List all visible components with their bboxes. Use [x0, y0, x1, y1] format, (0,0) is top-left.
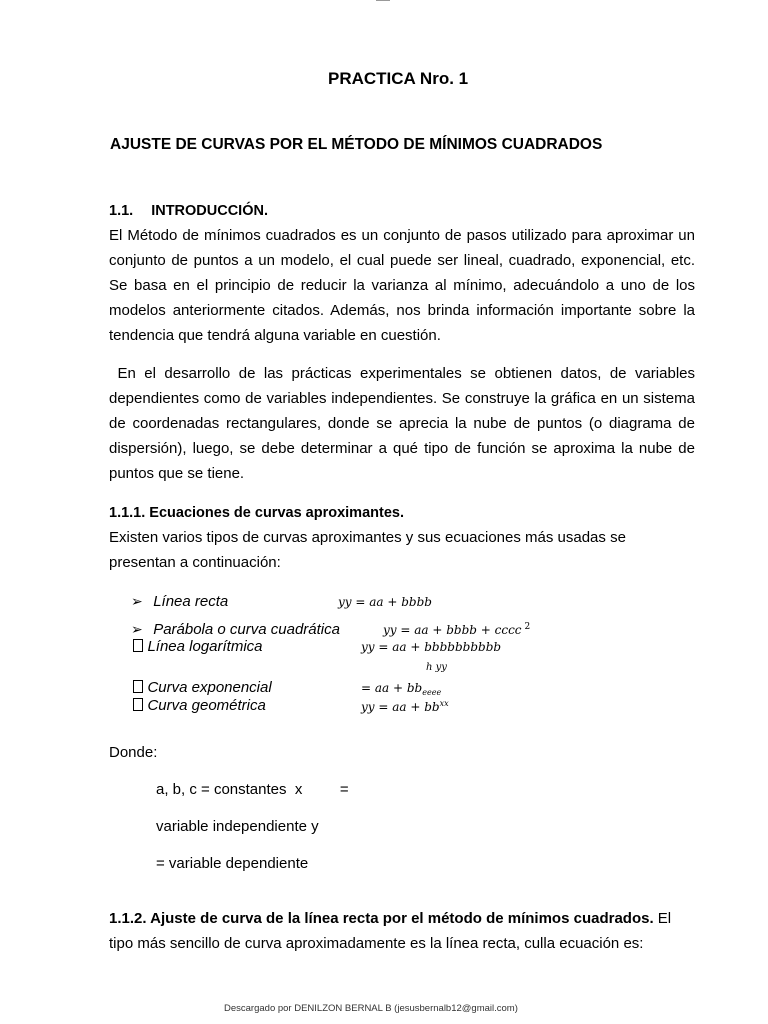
intro-paragraph-2: En el desarrollo de las prácticas experimentales se obtienen datos, de variables dependientes como de variables independientes. Se construye la gráfica en un sistema de coordenadas rectangulares, donde se aprecia la nube de puntos (o diagrama de dispersión), luego, se debe determinar a qué tipo de función se aproxima la nube de puntos que se tiene. — [109, 365, 700, 482]
curve-label: Línea logarítmica — [147, 638, 263, 655]
curve-equation: 𝑦𝑦 = 𝑎𝑎 + 𝑏𝑏$^{𝑥𝑥}$ — [361, 699, 449, 714]
section-1-1-heading — [109, 203, 268, 219]
curve-label: Parábola o curva cuadrática — [153, 621, 340, 638]
curve-equation: 𝑦𝑦 = 𝑎𝑎 + 𝑏𝑏𝑏𝑏𝑏𝑏𝑏𝑏𝑏𝑏 — [361, 640, 502, 654]
section-1-1-2-line-2: tipo más sencillo de curva aproximadamente es la línea recta, culla ecuación es: — [109, 935, 644, 952]
definition-line-2: variable independiente y — [156, 818, 319, 835]
curve-item-geometric — [133, 697, 266, 715]
section-1-1-2-title: 1.1.2. Ajuste de curva de la línea recta por el método de mínimos cuadrados. — [109, 910, 654, 927]
section-1-1-1-heading: 1.1.1. Ecuaciones de curvas aproximantes. — [109, 505, 404, 521]
practice-title: PRACTICA Nro. 1 — [328, 69, 469, 88]
arrow-bullet-icon: ➢ — [131, 621, 143, 637]
curve-item-linear — [131, 593, 228, 611]
curve-item-logarithmic — [133, 638, 263, 656]
curve-equation: 𝑦𝑦 = 𝑎𝑎 + 𝑏𝑏𝑏𝑏 — [338, 595, 432, 609]
missing-glyph-icon — [133, 680, 143, 693]
curves-intro-line-2: presentan a continuación: — [109, 554, 281, 571]
page-top-mark — [376, 0, 390, 1]
section-title: INTRODUCCIÓN. — [151, 203, 268, 219]
definition-line-3: = variable dependiente — [156, 855, 309, 872]
section-1-1-2-heading — [109, 910, 671, 927]
section-1-1-2-text: El — [653, 910, 672, 927]
equation-superscript: 𝑥𝑥 — [439, 699, 449, 708]
definition-line-1: a, b, c = constantes x = — [156, 781, 349, 798]
curve-label: Curva exponencial — [147, 679, 272, 696]
curve-item-exponential — [133, 679, 272, 697]
intro-paragraph-1: El Método de mínimos cuadrados es un conjunto de pasos utilizado para aproximar un conjunto de puntos a un modelo, el cual puede ser lineal, cuadrado, exponencial, etc. Se basa en el principio de reducir la varianza al mínimo, adecuándolo a uno de los modelos anteriormente citados. Además, nos brinda información importante sobre la tendencia que tendrá alguna variable en cuestión. — [109, 227, 695, 344]
curve-label: Línea recta — [153, 593, 229, 610]
curve-equation: = 𝑎𝑎 + 𝑏𝑏$_{𝑒𝑒𝑒𝑒}$ — [361, 681, 442, 697]
equation-subscript: 𝑒𝑒𝑒𝑒 — [422, 688, 442, 697]
arrow-bullet-icon: ➢ — [131, 593, 143, 609]
donde-label: Donde: — [109, 744, 158, 761]
page-footer: Descargado por DENILZON BERNAL B (jesusbernalb12@gmail.com) — [224, 1003, 518, 1014]
curve-equation: 𝑦𝑦 = 𝑎𝑎 + 𝑏𝑏𝑏𝑏 + 𝑐𝑐𝑐𝑐 $^2$ — [383, 622, 531, 637]
curve-label: Curva geométrica — [147, 697, 266, 714]
missing-glyph-icon — [133, 698, 143, 711]
equation-fragment: h 𝑦𝑦 — [426, 662, 447, 673]
curve-item-parabola — [131, 621, 340, 639]
curves-intro-line-1: Existen varios tipos de curvas aproximantes y sus ecuaciones más usadas se — [109, 529, 626, 546]
missing-glyph-icon — [133, 639, 143, 652]
main-heading: AJUSTE DE CURVAS POR EL MÉTODO DE MÍNIMOS CUADRADOS — [110, 136, 603, 153]
section-number: 1.1. — [109, 203, 134, 219]
equation-superscript: 2 — [524, 622, 531, 632]
